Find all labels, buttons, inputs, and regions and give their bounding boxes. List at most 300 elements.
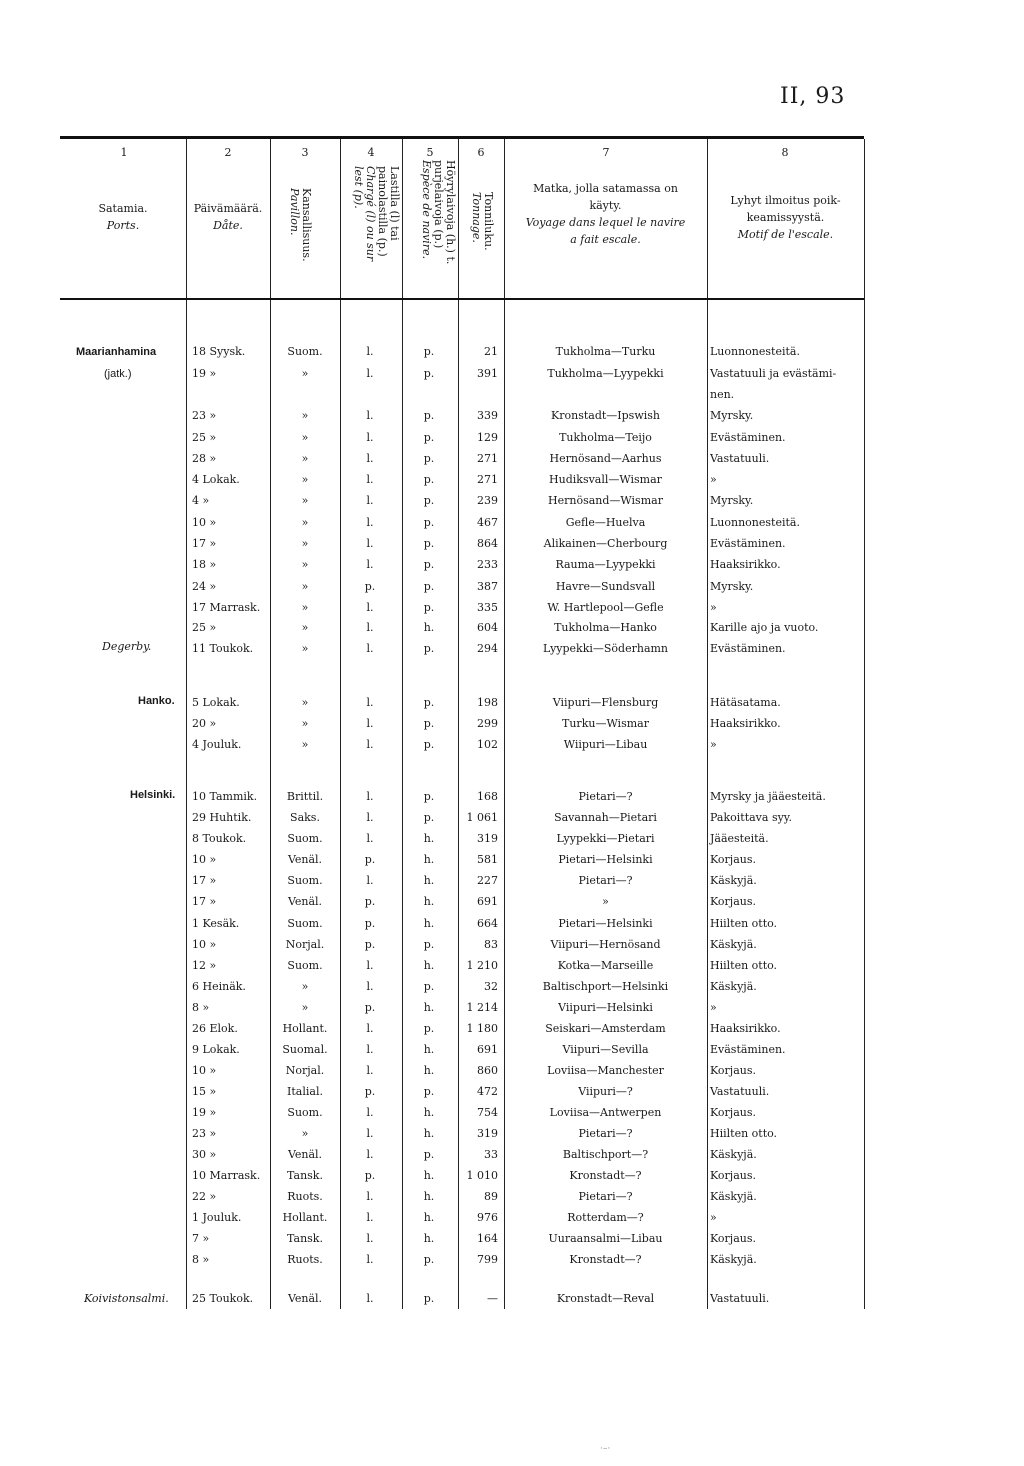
cell-flag: » — [301, 580, 309, 593]
header-type-fi-1: Höyrylaivoja (h.) t. — [444, 160, 457, 265]
cell-tonnage: 976 — [477, 1211, 498, 1224]
column-number: 7 — [602, 146, 610, 159]
cell-flag: Suom. — [287, 832, 323, 845]
header-type-fr: Espèce de navire. — [420, 160, 433, 260]
cell-motif: Hiilten otto. — [710, 917, 778, 930]
cell-flag: Tansk. — [287, 1232, 323, 1245]
header-bottom-rule — [60, 298, 864, 300]
cell-flag: Tansk. — [287, 1169, 323, 1182]
cell-flag: » — [301, 642, 309, 655]
cell-tonnage: 335 — [477, 601, 498, 614]
cell-voyage: Hernösand—Aarhus — [549, 452, 662, 465]
cell-date: 8 » — [192, 1001, 210, 1014]
port-label: Maarianhamina — [76, 346, 157, 358]
column-rule — [186, 139, 187, 1309]
header-flag — [288, 188, 312, 262]
cell-date: 17 » — [192, 537, 217, 550]
column-rule — [270, 139, 271, 1309]
cell-flag: Ruots. — [287, 1190, 323, 1203]
header-cargo — [352, 166, 400, 261]
cell-motif: Vastatuuli ja evästämi- — [710, 367, 837, 380]
cell-voyage: Baltischport—? — [562, 1148, 649, 1161]
cell-type: p. — [423, 980, 435, 993]
cell-flag: Ruots. — [287, 1253, 323, 1266]
column-number: 1 — [120, 146, 128, 159]
cell-flag: » — [301, 431, 309, 444]
cell-flag: Suom. — [287, 1106, 323, 1119]
cell-date: 12 » — [192, 959, 217, 972]
cell-cargo: l. — [366, 1022, 374, 1035]
cell-tonnage: 387 — [477, 580, 498, 593]
cell-type: p. — [423, 811, 435, 824]
cell-tonnage: 227 — [477, 874, 498, 887]
cell-type: p. — [423, 790, 435, 803]
cell-motif: Käskyjä. — [710, 1148, 757, 1161]
header-port-fi: Satamia. — [98, 202, 148, 215]
cell-cargo: l. — [366, 1211, 374, 1224]
cell-date: 20 » — [192, 717, 217, 730]
cell-cargo: l. — [366, 431, 374, 444]
cell-cargo: l. — [366, 1292, 374, 1305]
column-number: 3 — [301, 146, 309, 159]
cell-tonnage: 1 010 — [466, 1169, 498, 1182]
cell-tonnage: 271 — [477, 452, 498, 465]
cell-voyage: Viipuri—Helsinki — [558, 1001, 653, 1014]
header-cargo-fr-2: lest (p). — [352, 166, 365, 209]
cell-type: h. — [423, 959, 435, 972]
cell-voyage: Havre—Sundsvall — [555, 580, 656, 593]
cell-cargo: p. — [364, 853, 376, 866]
cell-flag: » — [301, 537, 309, 550]
cell-cargo: l. — [366, 642, 374, 655]
cell-cargo: l. — [366, 874, 374, 887]
cell-cargo: l. — [366, 696, 374, 709]
cell-motif: Korjaus. — [710, 895, 756, 908]
cell-cargo: l. — [366, 345, 374, 358]
cell-cargo: l. — [366, 1253, 374, 1266]
cell-motif: Luonnonesteitä. — [710, 516, 800, 529]
cell-voyage: Seiskari—Amsterdam — [545, 1022, 666, 1035]
cell-type: h. — [423, 1232, 435, 1245]
header-cargo-fi-2: painolastilla (p.) — [376, 166, 389, 257]
cell-tonnage: 33 — [484, 1148, 498, 1161]
cell-motif: Käskyjä. — [710, 980, 757, 993]
cell-date: 10 » — [192, 516, 217, 529]
cell-type: p. — [423, 345, 435, 358]
cell-tonnage: 89 — [484, 1190, 498, 1203]
cell-voyage: Tukholma—Hanko — [554, 621, 657, 634]
cell-type: p. — [423, 1292, 435, 1305]
cell-flag: » — [301, 601, 309, 614]
cell-date: 4 Lokak. — [192, 473, 240, 486]
cell-voyage: Baltischport—Helsinki — [542, 980, 669, 993]
cell-flag: » — [301, 516, 309, 529]
cell-type: h. — [423, 1106, 435, 1119]
cell-date: 6 Heinäk. — [192, 980, 246, 993]
cell-tonnage: 32 — [484, 980, 498, 993]
cell-tonnage: 691 — [477, 1043, 498, 1056]
cell-motif: Haaksirikko. — [710, 1022, 781, 1035]
cell-flag: » — [301, 558, 309, 571]
cell-date: 25 » — [192, 431, 217, 444]
header-motif — [707, 192, 864, 243]
cell-tonnage: 799 — [477, 1253, 498, 1266]
cell-tonnage: 472 — [477, 1085, 498, 1098]
cell-cargo: p. — [364, 580, 376, 593]
cell-motif: Korjaus. — [710, 853, 756, 866]
cell-flag: Italial. — [287, 1085, 323, 1098]
cell-motif: » — [710, 738, 717, 751]
cell-date: 10 Marrask. — [192, 1169, 261, 1182]
cell-flag: » — [301, 696, 309, 709]
cell-motif: Jääesteitä. — [710, 832, 769, 845]
cell-tonnage: 1 180 — [466, 1022, 498, 1035]
cell-date: 17 » — [192, 895, 217, 908]
cell-motif: Evästäminen. — [710, 642, 786, 655]
cell-motif: Myrsky. — [710, 494, 754, 507]
cell-date: 5 Lokak. — [192, 696, 240, 709]
cell-tonnage: 339 — [477, 409, 498, 422]
cell-motif: Karille ajo ja vuoto. — [710, 621, 819, 634]
header-type-fi-2: purjelaivoja (p.) — [432, 160, 445, 249]
cell-cargo: l. — [366, 494, 374, 507]
cell-cargo: l. — [366, 621, 374, 634]
cell-voyage: Pietari—Helsinki — [558, 853, 653, 866]
cell-type: h. — [423, 874, 435, 887]
cell-date: 9 Lokak. — [192, 1043, 240, 1056]
cell-tonnage: 294 — [477, 642, 498, 655]
cell-voyage: Uuraansalmi—Libau — [548, 1232, 663, 1245]
cell-cargo: l. — [366, 738, 374, 751]
cell-type: p. — [423, 494, 435, 507]
cell-flag: » — [301, 1127, 309, 1140]
cell-voyage: Viipuri—Hernösand — [550, 938, 661, 951]
cell-tonnage: 754 — [477, 1106, 498, 1119]
cell-flag: » — [301, 409, 309, 422]
cell-type: p. — [423, 696, 435, 709]
cell-cargo: p. — [364, 1169, 376, 1182]
cell-type: p. — [423, 642, 435, 655]
cell-cargo: l. — [366, 717, 374, 730]
cell-tonnage: 21 — [484, 345, 498, 358]
cell-date: 8 Toukok. — [192, 832, 247, 845]
bottom-speck: ·–· — [600, 1444, 611, 1454]
cell-type: p. — [423, 516, 435, 529]
header-voyage-fr-1: Voyage dans lequel le navire — [525, 216, 686, 229]
cell-cargo: l. — [366, 537, 374, 550]
cell-voyage: Tukholma—Teijo — [559, 431, 652, 444]
cell-cargo: l. — [366, 1148, 374, 1161]
header-date — [186, 200, 270, 234]
page-number: II, 93 — [780, 84, 846, 109]
cell-motif: » — [710, 1211, 717, 1224]
cell-date: 18 » — [192, 558, 217, 571]
header-date-fr: Dåte. — [213, 219, 243, 232]
cell-tonnage: 271 — [477, 473, 498, 486]
cell-cargo: l. — [366, 811, 374, 824]
cell-type: p. — [423, 473, 435, 486]
cell-motif: Vastatuuli. — [710, 452, 770, 465]
cell-tonnage: 164 — [477, 1232, 498, 1245]
cell-motif: Luonnonesteitä. — [710, 345, 800, 358]
cell-motif: Haaksirikko. — [710, 717, 781, 730]
cell-voyage: Gefle—Huelva — [565, 516, 646, 529]
port-label-continued: (jatk.) — [104, 368, 132, 380]
cell-type: h. — [423, 1211, 435, 1224]
cell-date: 24 » — [192, 580, 217, 593]
cell-type: p. — [423, 1085, 435, 1098]
header-flag-fi: Kansallisuus. — [300, 188, 313, 262]
cell-cargo: l. — [366, 790, 374, 803]
cell-motif: Myrsky ja jääesteitä. — [710, 790, 826, 803]
header-port-fr: Ports. — [106, 219, 140, 232]
cell-type: p. — [423, 452, 435, 465]
cell-motif: Evästäminen. — [710, 431, 786, 444]
cell-date: 1 Jouluk. — [192, 1211, 242, 1224]
cell-voyage: Tukholma—Turku — [555, 345, 656, 358]
cell-motif: Käskyjä. — [710, 938, 757, 951]
cell-motif: Evästäminen. — [710, 537, 786, 550]
cell-tonnage: 860 — [477, 1064, 498, 1077]
cell-cargo: l. — [366, 601, 374, 614]
cell-motif: » — [710, 473, 717, 486]
cell-motif: Haaksirikko. — [710, 558, 781, 571]
cell-tonnage: 391 — [477, 367, 498, 380]
cell-type: h. — [423, 621, 435, 634]
cell-tonnage: 83 — [484, 938, 498, 951]
cell-cargo: l. — [366, 1190, 374, 1203]
column-rule — [707, 139, 708, 1309]
cell-voyage: Viipuri—Sevilla — [562, 1043, 649, 1056]
cell-flag: Norjal. — [285, 1064, 325, 1077]
cell-tonnage: 239 — [477, 494, 498, 507]
cell-flag: Suom. — [287, 874, 323, 887]
column-number: 8 — [781, 146, 789, 159]
header-ports — [60, 200, 186, 234]
cell-type: h. — [423, 853, 435, 866]
column-rule — [402, 139, 403, 1309]
cell-tonnage: 129 — [477, 431, 498, 444]
cell-date: 1 Kesäk. — [192, 917, 240, 930]
cell-motif: Vastatuuli. — [710, 1292, 770, 1305]
cell-voyage: Rotterdam—? — [567, 1211, 644, 1224]
cell-motif: Myrsky. — [710, 580, 754, 593]
cell-voyage: Hernösand—Wismar — [548, 494, 663, 507]
header-cargo-fr-1: Chargé (l) ou sur — [364, 166, 377, 262]
cell-cargo: p. — [364, 1001, 376, 1014]
cell-flag: Suomal. — [282, 1043, 328, 1056]
cell-flag: Suom. — [287, 917, 323, 930]
cell-motif: Käskyjä. — [710, 1190, 757, 1203]
cell-date: 8 » — [192, 1253, 210, 1266]
cell-flag: Suom. — [287, 959, 323, 972]
port-label: Helsinki. — [130, 789, 176, 801]
cell-date: 28 » — [192, 452, 217, 465]
cell-flag: Suom. — [287, 345, 323, 358]
cell-motif: Evästäminen. — [710, 1043, 786, 1056]
cell-flag: » — [301, 621, 309, 634]
cell-type: p. — [423, 601, 435, 614]
cell-type: h. — [423, 1169, 435, 1182]
header-flag-fr: Pavillon. — [288, 188, 301, 236]
cell-voyage: Savannah—Pietari — [554, 811, 657, 824]
cell-flag: » — [301, 738, 309, 751]
cell-motif: Hätäsatama. — [710, 696, 781, 709]
cell-motif: nen. — [710, 388, 735, 401]
cell-cargo: l. — [366, 409, 374, 422]
cell-date: 18 Syysk. — [192, 345, 246, 358]
cell-type: h. — [423, 1043, 435, 1056]
cell-motif: Käskyjä. — [710, 1253, 757, 1266]
cell-date: 23 » — [192, 409, 217, 422]
cell-voyage: Pietari—? — [578, 1127, 633, 1140]
cell-date: 4 Jouluk. — [192, 738, 242, 751]
cell-flag: Venäl. — [287, 895, 323, 908]
cell-date: 25 » — [192, 621, 217, 634]
cell-motif: Käskyjä. — [710, 874, 757, 887]
cell-cargo: l. — [366, 367, 374, 380]
cell-date: 11 Toukok. — [192, 642, 254, 655]
header-motif-fi-1: Lyhyt ilmoitus poik- — [730, 194, 841, 207]
cell-type: p. — [423, 409, 435, 422]
cell-type: h. — [423, 1190, 435, 1203]
cell-flag: » — [301, 367, 309, 380]
cell-date: 22 » — [192, 1190, 217, 1203]
cell-type: h. — [423, 1001, 435, 1014]
cell-date: 19 » — [192, 1106, 217, 1119]
cell-tonnage: 1 214 — [466, 1001, 498, 1014]
header-cargo-fi-1: Lastilla (l) tai — [388, 166, 401, 241]
cell-date: 19 » — [192, 367, 217, 380]
cell-flag: Venäl. — [287, 1148, 323, 1161]
cell-motif: Korjaus. — [710, 1169, 756, 1182]
cell-voyage: Kotka—Marseille — [557, 959, 654, 972]
cell-type: h. — [423, 832, 435, 845]
cell-voyage: » — [602, 895, 609, 908]
column-number: 6 — [477, 146, 485, 159]
cell-tonnage: 581 — [477, 853, 498, 866]
header-motif-fr: Motif de l'escale. — [737, 228, 834, 241]
cell-cargo: p. — [364, 917, 376, 930]
cell-motif: Hiilten otto. — [710, 1127, 778, 1140]
cell-tonnage: 319 — [477, 1127, 498, 1140]
cell-cargo: l. — [366, 980, 374, 993]
cell-cargo: l. — [366, 473, 374, 486]
cell-voyage: Kronstadt—Ipswish — [551, 409, 660, 422]
header-voyage — [504, 180, 707, 248]
cell-voyage: Kronstadt—? — [569, 1253, 642, 1266]
cell-tonnage: 198 — [477, 696, 498, 709]
header-voyage-fr-2: a fait escale. — [570, 233, 641, 246]
column-rule — [504, 139, 505, 1309]
cell-tonnage: — — [487, 1292, 498, 1305]
cell-type: p. — [423, 717, 435, 730]
cell-motif: » — [710, 601, 717, 614]
cell-voyage: Kronstadt—? — [569, 1169, 642, 1182]
cell-tonnage: 467 — [477, 516, 498, 529]
cell-voyage: Rauma—Lyypekki — [555, 558, 656, 571]
column-number: 4 — [367, 146, 375, 159]
cell-cargo: l. — [366, 1043, 374, 1056]
cell-date: 4 » — [192, 494, 210, 507]
header-tonnage-fr: Tonnage. — [470, 192, 483, 243]
header-voyage-fi-1: Matka, jolla satamassa on — [533, 182, 678, 195]
cell-type: p. — [423, 938, 435, 951]
cell-motif: Hiilten otto. — [710, 959, 778, 972]
cell-tonnage: 664 — [477, 917, 498, 930]
cell-flag: » — [301, 494, 309, 507]
cell-tonnage: 691 — [477, 895, 498, 908]
cell-cargo: l. — [366, 959, 374, 972]
port-label: Degerby. — [102, 640, 152, 653]
cell-type: p. — [423, 1022, 435, 1035]
header-tonnage — [470, 192, 494, 251]
cell-motif: Vastatuuli. — [710, 1085, 770, 1098]
cell-type: p. — [423, 537, 435, 550]
cell-date: 23 » — [192, 1127, 217, 1140]
cell-flag: Hollant. — [282, 1022, 328, 1035]
cell-voyage: Wiipuri—Libau — [563, 738, 648, 751]
cell-date: 17 » — [192, 874, 217, 887]
cell-date: 10 » — [192, 938, 217, 951]
cell-date: 10 » — [192, 853, 217, 866]
cell-date: 26 Elok. — [192, 1022, 238, 1035]
cell-type: p. — [423, 1253, 435, 1266]
cell-date: 10 Tammik. — [192, 790, 258, 803]
column-rule — [340, 139, 341, 1309]
cell-tonnage: 299 — [477, 717, 498, 730]
cell-motif: Korjaus. — [710, 1106, 756, 1119]
cell-type: p. — [423, 558, 435, 571]
cell-motif: Korjaus. — [710, 1232, 756, 1245]
cell-cargo: l. — [366, 1127, 374, 1140]
cell-tonnage: 168 — [477, 790, 498, 803]
cell-type: h. — [423, 1127, 435, 1140]
cell-cargo: p. — [364, 1085, 376, 1098]
cell-flag: » — [301, 473, 309, 486]
cell-tonnage: 233 — [477, 558, 498, 571]
cell-voyage: W. Hartlepool—Gefle — [547, 601, 664, 614]
cell-flag: » — [301, 452, 309, 465]
cell-voyage: Lyypekki—Pietari — [556, 832, 655, 845]
cell-date: 15 » — [192, 1085, 217, 1098]
header-tonnage-fi: Tonniluku. — [482, 192, 495, 251]
cell-type: p. — [423, 1148, 435, 1161]
cell-voyage: Loviisa—Manchester — [547, 1064, 664, 1077]
column-number: 5 — [426, 146, 434, 159]
header-voyage-fi-2: käyty. — [589, 199, 622, 212]
cell-flag: Brittil. — [286, 790, 324, 803]
cell-motif: Myrsky. — [710, 409, 754, 422]
cell-date: 25 Toukok. — [192, 1292, 254, 1305]
cell-date: 30 » — [192, 1148, 217, 1161]
cell-cargo: l. — [366, 516, 374, 529]
cell-tonnage: 604 — [477, 621, 498, 634]
cell-flag: » — [301, 980, 309, 993]
cell-cargo: l. — [366, 1106, 374, 1119]
cell-voyage: Turku—Wismar — [562, 717, 649, 730]
cell-cargo: l. — [366, 1064, 374, 1077]
cell-voyage: Pietari—? — [578, 790, 633, 803]
cell-tonnage: 864 — [477, 537, 498, 550]
cell-motif: Pakoittava syy. — [710, 811, 793, 824]
cell-voyage: Viipuri—Flensburg — [552, 696, 659, 709]
cell-voyage: Pietari—? — [578, 874, 633, 887]
cell-type: h. — [423, 895, 435, 908]
table-top-rule — [60, 136, 864, 139]
cell-flag: Norjal. — [285, 938, 325, 951]
port-label: Koivistonsalmi. — [84, 1292, 169, 1305]
